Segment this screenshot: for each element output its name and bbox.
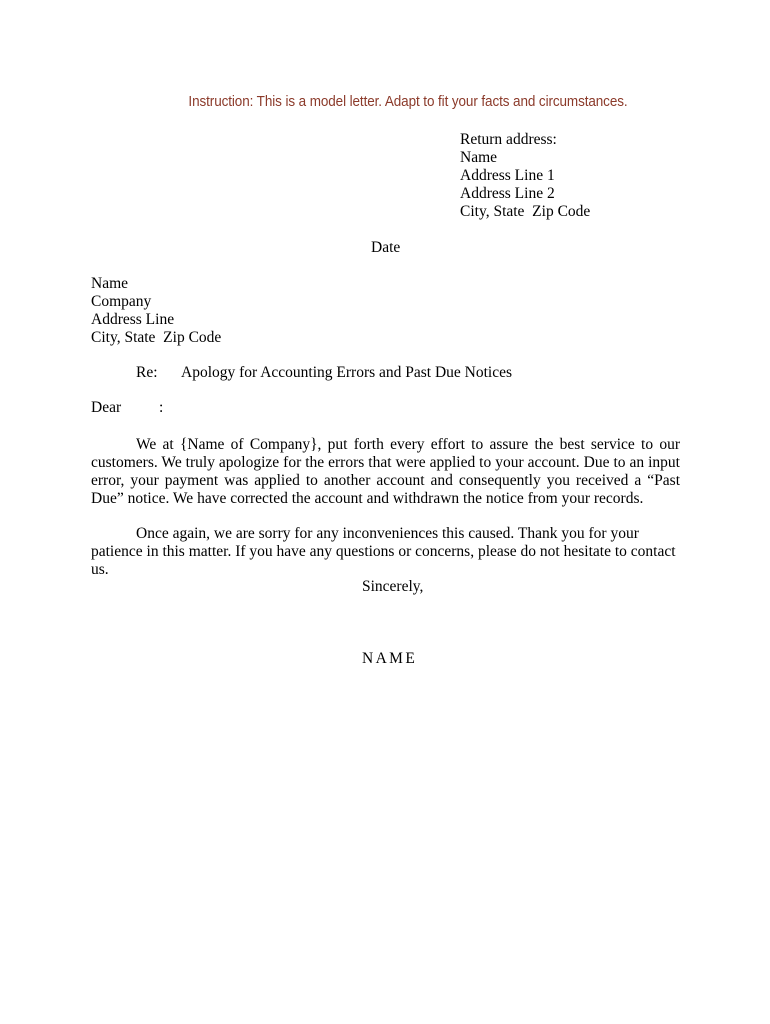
return-address-block <box>460 131 590 221</box>
return-address-line2: Address Line 2 <box>460 185 555 202</box>
re-subject: Apology for Accounting Errors and Past Due Notices <box>181 364 513 381</box>
instruction-note: Instruction: This is a model letter. Adapt to fit your facts and circumstances. <box>188 94 628 110</box>
return-address-line1: Address Line 1 <box>460 167 555 184</box>
recipient-city: City, State Zip Code <box>91 329 222 346</box>
closing: Sincerely, <box>362 578 424 595</box>
recipient-address-block <box>91 275 221 347</box>
body-paragraph-2: Once again, we are sorry for any inconveniences this caused. Thank you for your patience in this matter. If you have any questions or concerns, please do not hesitate to contact us. <box>91 525 676 578</box>
recipient-name: Name <box>91 275 129 292</box>
letter-date: Date <box>371 239 401 256</box>
return-address-name: Name <box>460 149 498 166</box>
recipient-address-line: Address Line <box>91 311 175 328</box>
salutation-dear: Dear <box>91 399 122 416</box>
salutation-colon: : <box>159 399 164 416</box>
return-address-label: Return address: <box>460 131 557 148</box>
signature-name: NAME <box>362 650 418 667</box>
re-label: Re: <box>136 364 158 381</box>
recipient-company: Company <box>91 293 152 310</box>
body-paragraph-1: We at {Name of Company}, put forth every effort to assure the best service to our customers. We truly apologize for the errors that were applied to your account. Due to an input error, your payment was applied to another account and consequently you received a “Past Due” notice. We have corrected the account and withdrawn the notice from your records. <box>91 436 680 507</box>
return-address-city: City, State Zip Code <box>460 203 591 220</box>
